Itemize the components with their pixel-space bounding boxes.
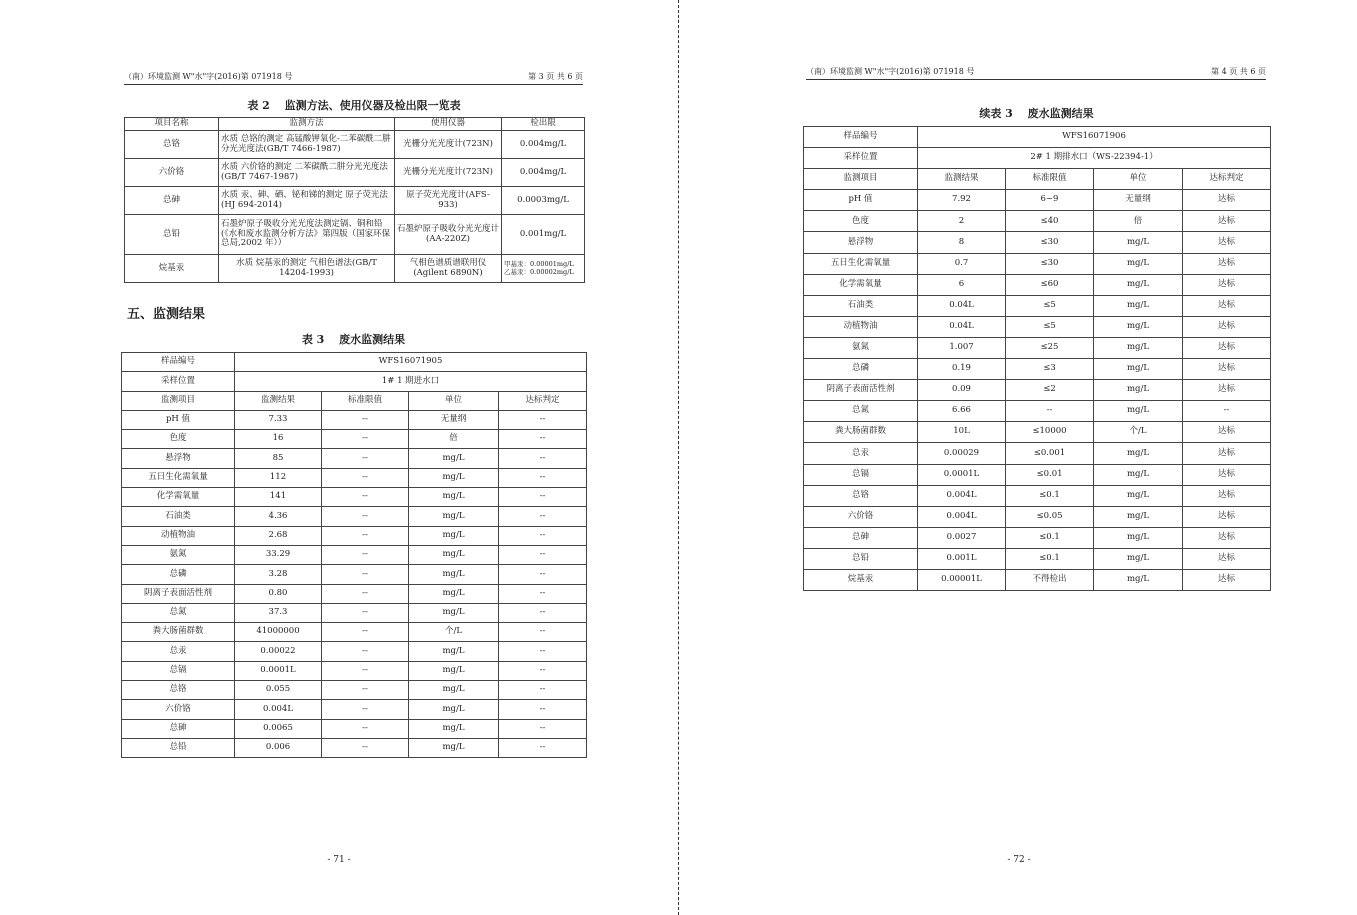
parameter-cell: 石油类 xyxy=(122,507,235,526)
instrument-cell: 气相色谱质谱联用仪(Agilent 6890N) xyxy=(395,255,502,283)
ethyl-mercury-limit: 乙基汞：0.00002mg/L xyxy=(504,267,574,276)
column-header: 监测项目 xyxy=(804,169,918,190)
standard-limit-cell: ≤2 xyxy=(1006,380,1094,401)
unit-cell: mg/L xyxy=(1094,274,1183,295)
table-row xyxy=(122,545,587,564)
standard-limit-cell: 6~9 xyxy=(1006,190,1094,211)
unit-cell: mg/L xyxy=(1094,337,1183,358)
compliance-cell: 达标 xyxy=(1183,464,1271,485)
result-cell: 0.0027 xyxy=(918,527,1006,548)
table-row xyxy=(122,642,587,661)
parameter-cell: 总铬 xyxy=(122,681,235,700)
parameter-cell: 六价铬 xyxy=(122,700,235,719)
unit-cell: mg/L xyxy=(1094,401,1183,422)
compliance-cell: 达标 xyxy=(1183,337,1271,358)
table-row xyxy=(804,569,1271,590)
parameter-cell: 总氮 xyxy=(804,401,918,422)
item-cell: 总砷 xyxy=(125,187,219,215)
parameter-cell: 总汞 xyxy=(804,443,918,464)
page-count: 第 4 页 共 6 页 xyxy=(1211,67,1266,76)
result-cell: 37.3 xyxy=(235,603,322,622)
table-row xyxy=(804,527,1271,548)
item-cell: 烷基汞 xyxy=(125,255,219,283)
compliance-cell: 达标 xyxy=(1183,527,1271,548)
table-row xyxy=(804,464,1271,485)
compliance-cell: 达标 xyxy=(1183,316,1271,337)
unit-cell: mg/L xyxy=(1094,359,1183,380)
column-header: 达标判定 xyxy=(499,391,587,410)
result-cell: 0.0065 xyxy=(235,719,322,738)
sample-id-row xyxy=(804,127,1271,148)
compliance-cell: -- xyxy=(499,507,587,526)
parameter-cell: 石油类 xyxy=(804,295,918,316)
table-row xyxy=(122,584,587,603)
parameter-cell: 化学需氧量 xyxy=(804,274,918,295)
results-table-outlet xyxy=(803,126,1271,591)
standard-limit-cell: -- xyxy=(322,545,409,564)
standard-limit-cell: ≤30 xyxy=(1006,253,1094,274)
instrument-cell: 光栅分光光度计(723N) xyxy=(395,131,502,159)
result-cell: 0.04L xyxy=(918,316,1006,337)
parameter-cell: 动植物油 xyxy=(122,526,235,545)
unit-cell: mg/L xyxy=(409,584,499,603)
row-label: 样品编号 xyxy=(804,127,918,148)
compliance-cell: 达标 xyxy=(1183,569,1271,590)
compliance-cell: 达标 xyxy=(1183,232,1271,253)
result-cell: 0.0001L xyxy=(235,661,322,680)
parameter-cell: 粪大肠菌群数 xyxy=(122,623,235,642)
table-row xyxy=(804,506,1271,527)
unit-cell: mg/L xyxy=(409,738,499,757)
table-row xyxy=(122,719,587,738)
table-row xyxy=(804,253,1271,274)
compliance-cell: -- xyxy=(499,410,587,429)
table3-continued-caption: 续表 3 废水监测结果 xyxy=(979,107,1094,120)
unit-cell: mg/L xyxy=(409,468,499,487)
compliance-cell: -- xyxy=(499,430,587,449)
results-table-inlet xyxy=(121,352,587,758)
standard-limit-cell: ≤25 xyxy=(1006,337,1094,358)
report-number: （南）环境监测 W"水"字(2016)第 071918 号 xyxy=(124,72,293,81)
table-row xyxy=(122,661,587,680)
location-row xyxy=(804,148,1271,169)
compliance-cell: -- xyxy=(499,719,587,738)
table-row xyxy=(125,159,585,187)
table-row xyxy=(122,565,587,584)
result-cell: 10L xyxy=(918,422,1006,443)
sample-id: WFS16071906 xyxy=(918,127,1271,148)
compliance-cell: -- xyxy=(499,488,587,507)
parameter-cell: 总砷 xyxy=(122,719,235,738)
result-cell: 85 xyxy=(235,449,322,468)
methods-table xyxy=(124,117,585,283)
parameter-cell: 总镉 xyxy=(122,661,235,680)
page-number: - 72 - xyxy=(1007,855,1031,865)
standard-limit-cell: -- xyxy=(322,468,409,487)
result-cell: 0.00029 xyxy=(918,443,1006,464)
parameter-cell: 动植物油 xyxy=(804,316,918,337)
unit-cell: mg/L xyxy=(1094,295,1183,316)
table3-caption: 表 3 废水监测结果 xyxy=(301,333,406,346)
standard-limit-cell: -- xyxy=(322,719,409,738)
column-header: 监测方法 xyxy=(219,118,395,131)
page-count: 第 3 页 共 6 页 xyxy=(528,72,583,81)
table-body xyxy=(122,410,587,757)
unit-cell: mg/L xyxy=(409,719,499,738)
result-cell: 0.04L xyxy=(918,295,1006,316)
table-row xyxy=(122,410,587,429)
section-title: 五、监测结果 xyxy=(127,307,206,322)
standard-limit-cell: -- xyxy=(322,430,409,449)
sampling-location: 2# 1 期排水口（WS-22394-1） xyxy=(918,148,1271,169)
column-header: 使用仪器 xyxy=(395,118,502,131)
table-row xyxy=(804,274,1271,295)
table-header-row xyxy=(122,391,587,410)
table-row xyxy=(122,700,587,719)
table-row xyxy=(125,215,585,255)
unit-cell: 个/L xyxy=(409,623,499,642)
unit-cell: mg/L xyxy=(1094,548,1183,569)
result-cell: 0.055 xyxy=(235,681,322,700)
result-cell: 0.0001L xyxy=(918,464,1006,485)
unit-cell: mg/L xyxy=(1094,443,1183,464)
result-cell: 6 xyxy=(918,274,1006,295)
parameter-cell: 总磷 xyxy=(804,359,918,380)
table-row xyxy=(122,681,587,700)
unit-cell: mg/L xyxy=(1094,464,1183,485)
unit-cell: mg/L xyxy=(1094,569,1183,590)
result-cell: 41000000 xyxy=(235,623,322,642)
limit-cell: 0.004mg/L xyxy=(502,131,585,159)
compliance-cell: 达标 xyxy=(1183,443,1271,464)
standard-limit-cell: -- xyxy=(322,623,409,642)
unit-cell: 无量纲 xyxy=(409,410,499,429)
standard-limit-cell: ≤0.1 xyxy=(1006,527,1094,548)
table-body xyxy=(804,190,1271,591)
column-header: 单位 xyxy=(409,391,499,410)
column-header: 达标判定 xyxy=(1183,169,1271,190)
parameter-cell: pH 值 xyxy=(804,190,918,211)
location-row xyxy=(122,372,587,391)
compliance-cell: -- xyxy=(499,642,587,661)
row-label: 样品编号 xyxy=(122,353,235,372)
parameter-cell: 总磷 xyxy=(122,565,235,584)
unit-cell: 倍 xyxy=(409,430,499,449)
unit-cell: mg/L xyxy=(1094,253,1183,274)
parameter-cell: 阴离子表面活性剂 xyxy=(122,584,235,603)
limit-cell: 0.001mg/L xyxy=(502,215,585,255)
table2-caption: 表 2 监测方法、使用仪器及检出限一览表 xyxy=(247,99,461,112)
compliance-cell: 达标 xyxy=(1183,211,1271,232)
compliance-cell: -- xyxy=(499,449,587,468)
unit-cell: 个/L xyxy=(1094,422,1183,443)
unit-cell: mg/L xyxy=(409,545,499,564)
compliance-cell: 达标 xyxy=(1183,422,1271,443)
table-row xyxy=(122,488,587,507)
method-cell: 石墨炉原子吸收分光光度法测定镉、铜和铅(《水和废水监测分析方法》第四版（国家环保总局,2002 年）） xyxy=(219,215,395,255)
compliance-cell: -- xyxy=(499,738,587,757)
sample-id-row xyxy=(122,353,587,372)
compliance-cell: -- xyxy=(499,584,587,603)
unit-cell: mg/L xyxy=(409,642,499,661)
table-row xyxy=(804,359,1271,380)
result-cell: 0.00022 xyxy=(235,642,322,661)
unit-cell: mg/L xyxy=(1094,527,1183,548)
result-cell: 1.007 xyxy=(918,337,1006,358)
sample-id: WFS16071905 xyxy=(235,353,587,372)
compliance-cell: 达标 xyxy=(1183,548,1271,569)
unit-cell: mg/L xyxy=(1094,485,1183,506)
instrument-cell: 原子荧光光度计(AFS-933) xyxy=(395,187,502,215)
table-row xyxy=(125,187,585,215)
table-row xyxy=(804,548,1271,569)
column-header: 项目名称 xyxy=(125,118,219,131)
table-row xyxy=(122,623,587,642)
table-row xyxy=(804,422,1271,443)
table-row xyxy=(804,295,1271,316)
parameter-cell: 氨氮 xyxy=(122,545,235,564)
column-header: 监测项目 xyxy=(122,391,235,410)
table-header-row xyxy=(125,118,585,131)
instrument-cell: 光栅分光光度计(723N) xyxy=(395,159,502,187)
column-header: 监测结果 xyxy=(918,169,1006,190)
standard-limit-cell: 不得检出 xyxy=(1006,569,1094,590)
methyl-mercury-limit: 甲基汞：0.00001mg/L xyxy=(504,260,574,269)
result-cell: 8 xyxy=(918,232,1006,253)
report-page-71 xyxy=(0,0,678,915)
unit-cell: mg/L xyxy=(409,507,499,526)
result-cell: 2 xyxy=(918,211,1006,232)
compliance-cell: -- xyxy=(499,565,587,584)
compliance-cell: -- xyxy=(499,603,587,622)
standard-limit-cell: -- xyxy=(322,584,409,603)
compliance-cell: -- xyxy=(499,700,587,719)
compliance-cell: 达标 xyxy=(1183,359,1271,380)
unit-cell: mg/L xyxy=(409,565,499,584)
compliance-cell: -- xyxy=(499,661,587,680)
parameter-cell: 化学需氧量 xyxy=(122,488,235,507)
parameter-cell: 总铅 xyxy=(122,738,235,757)
unit-cell: mg/L xyxy=(1094,506,1183,527)
standard-limit-cell: -- xyxy=(322,526,409,545)
limit-cell: 0.0003mg/L xyxy=(502,187,585,215)
compliance-cell: -- xyxy=(499,623,587,642)
parameter-cell: 悬浮物 xyxy=(804,232,918,253)
page-header xyxy=(806,66,1266,80)
table-header-row xyxy=(804,169,1271,190)
unit-cell: 无量纲 xyxy=(1094,190,1183,211)
result-cell: 0.09 xyxy=(918,380,1006,401)
standard-limit-cell: -- xyxy=(322,700,409,719)
column-header: 标准限值 xyxy=(1006,169,1094,190)
parameter-cell: 总汞 xyxy=(122,642,235,661)
table-row xyxy=(804,232,1271,253)
standard-limit-cell: ≤0.01 xyxy=(1006,464,1094,485)
method-cell: 水质 汞、砷、硒、铋和锑的测定 原子荧光法(HJ 694-2014) xyxy=(219,187,395,215)
unit-cell: mg/L xyxy=(409,449,499,468)
standard-limit-cell: ≤0.1 xyxy=(1006,485,1094,506)
table-row xyxy=(122,468,587,487)
table-row xyxy=(804,211,1271,232)
table-row xyxy=(122,526,587,545)
standard-limit-cell: ≤3 xyxy=(1006,359,1094,380)
result-cell: 3.28 xyxy=(235,565,322,584)
unit-cell: mg/L xyxy=(409,488,499,507)
result-cell: 0.001L xyxy=(918,548,1006,569)
result-cell: 2.68 xyxy=(235,526,322,545)
result-cell: 7.33 xyxy=(235,410,322,429)
parameter-cell: 氨氮 xyxy=(804,337,918,358)
parameter-cell: 总铅 xyxy=(804,548,918,569)
parameter-cell: 色度 xyxy=(804,211,918,232)
table-row xyxy=(125,131,585,159)
column-header: 单位 xyxy=(1094,169,1183,190)
standard-limit-cell: ≤5 xyxy=(1006,295,1094,316)
result-cell: 0.80 xyxy=(235,584,322,603)
table-row xyxy=(804,316,1271,337)
compliance-cell: 达标 xyxy=(1183,485,1271,506)
table-row xyxy=(125,255,585,283)
parameter-cell: 总铬 xyxy=(804,485,918,506)
standard-limit-cell: -- xyxy=(322,488,409,507)
instrument-cell: 石墨炉原子吸收分光光度计(AA-220Z) xyxy=(395,215,502,255)
standard-limit-cell: ≤30 xyxy=(1006,232,1094,253)
item-cell: 六价铬 xyxy=(125,159,219,187)
unit-cell: mg/L xyxy=(1094,232,1183,253)
table-row xyxy=(122,449,587,468)
row-label: 采样位置 xyxy=(804,148,918,169)
compliance-cell: -- xyxy=(499,468,587,487)
parameter-cell: 阴离子表面活性剂 xyxy=(804,380,918,401)
unit-cell: mg/L xyxy=(1094,380,1183,401)
table-row xyxy=(804,380,1271,401)
result-cell: 0.7 xyxy=(918,253,1006,274)
standard-limit-cell: -- xyxy=(322,681,409,700)
table-row xyxy=(122,507,587,526)
sampling-location: 1# 1 期进水口 xyxy=(235,372,587,391)
result-cell: 33.29 xyxy=(235,545,322,564)
table-row xyxy=(122,430,587,449)
standard-limit-cell: ≤0.1 xyxy=(1006,548,1094,569)
compliance-cell: 达标 xyxy=(1183,190,1271,211)
item-cell: 总铬 xyxy=(125,131,219,159)
parameter-cell: 五日生化需氧量 xyxy=(122,468,235,487)
parameter-cell: pH 值 xyxy=(122,410,235,429)
parameter-cell: 六价铬 xyxy=(804,506,918,527)
page-number: - 71 - xyxy=(327,855,351,865)
parameter-cell: 五日生化需氧量 xyxy=(804,253,918,274)
parameter-cell: 总镉 xyxy=(804,464,918,485)
unit-cell: mg/L xyxy=(409,603,499,622)
standard-limit-cell: ≤5 xyxy=(1006,316,1094,337)
column-header: 检出限 xyxy=(502,118,585,131)
parameter-cell: 烷基汞 xyxy=(804,569,918,590)
standard-limit-cell: -- xyxy=(322,661,409,680)
compliance-cell: -- xyxy=(1183,401,1271,422)
result-cell: 4.36 xyxy=(235,507,322,526)
table-row xyxy=(122,738,587,757)
standard-limit-cell: ≤0.05 xyxy=(1006,506,1094,527)
method-cell: 水质 总铬的测定 高锰酸钾氧化-二苯碳酰二肼分光光度法(GB/T 7466-1987) xyxy=(219,131,395,159)
table-row xyxy=(804,337,1271,358)
result-cell: 112 xyxy=(235,468,322,487)
page-divider xyxy=(678,0,679,915)
method-cell: 水质 烷基汞的测定 气相色谱法(GB/T 14204-1993) xyxy=(219,255,395,283)
table-row xyxy=(804,443,1271,464)
result-cell: 0.004L xyxy=(918,506,1006,527)
standard-limit-cell: -- xyxy=(322,565,409,584)
table-row xyxy=(804,190,1271,211)
compliance-cell: 达标 xyxy=(1183,274,1271,295)
result-cell: 0.004L xyxy=(235,700,322,719)
result-cell: 7.92 xyxy=(918,190,1006,211)
page-header xyxy=(124,71,583,85)
parameter-cell: 悬浮物 xyxy=(122,449,235,468)
standard-limit-cell: -- xyxy=(322,642,409,661)
unit-cell: 倍 xyxy=(1094,211,1183,232)
standard-limit-cell: -- xyxy=(1006,401,1094,422)
result-cell: 16 xyxy=(235,430,322,449)
standard-limit-cell: -- xyxy=(322,507,409,526)
parameter-cell: 色度 xyxy=(122,430,235,449)
compliance-cell: 达标 xyxy=(1183,253,1271,274)
limit-cell xyxy=(502,255,585,283)
standard-limit-cell: ≤10000 xyxy=(1006,422,1094,443)
result-cell: 0.006 xyxy=(235,738,322,757)
compliance-cell: 达标 xyxy=(1183,295,1271,316)
limit-cell: 0.004mg/L xyxy=(502,159,585,187)
parameter-cell: 总氮 xyxy=(122,603,235,622)
row-label: 采样位置 xyxy=(122,372,235,391)
unit-cell: mg/L xyxy=(1094,316,1183,337)
standard-limit-cell: -- xyxy=(322,410,409,429)
report-number: （南）环境监测 W"水"字(2016)第 071918 号 xyxy=(806,67,975,76)
standard-limit-cell: ≤0.001 xyxy=(1006,443,1094,464)
unit-cell: mg/L xyxy=(409,681,499,700)
parameter-cell: 粪大肠菌群数 xyxy=(804,422,918,443)
column-header: 标准限值 xyxy=(322,391,409,410)
method-cell: 水质 六价铬的测定 二苯碳酰二肼分光光度法(GB/T 7467-1987) xyxy=(219,159,395,187)
standard-limit-cell: -- xyxy=(322,603,409,622)
table-row xyxy=(804,485,1271,506)
item-cell: 总铅 xyxy=(125,215,219,255)
table-row xyxy=(122,603,587,622)
result-cell: 0.19 xyxy=(918,359,1006,380)
result-cell: 141 xyxy=(235,488,322,507)
compliance-cell: -- xyxy=(499,526,587,545)
standard-limit-cell: -- xyxy=(322,449,409,468)
unit-cell: mg/L xyxy=(409,661,499,680)
compliance-cell: 达标 xyxy=(1183,380,1271,401)
standard-limit-cell: ≤60 xyxy=(1006,274,1094,295)
result-cell: 6.66 xyxy=(918,401,1006,422)
standard-limit-cell: -- xyxy=(322,738,409,757)
unit-cell: mg/L xyxy=(409,700,499,719)
parameter-cell: 总砷 xyxy=(804,527,918,548)
result-cell: 0.00001L xyxy=(918,569,1006,590)
compliance-cell: -- xyxy=(499,545,587,564)
compliance-cell: 达标 xyxy=(1183,506,1271,527)
unit-cell: mg/L xyxy=(409,526,499,545)
compliance-cell: -- xyxy=(499,681,587,700)
result-cell: 0.004L xyxy=(918,485,1006,506)
standard-limit-cell: ≤40 xyxy=(1006,211,1094,232)
column-header: 监测结果 xyxy=(235,391,322,410)
table-row xyxy=(804,401,1271,422)
